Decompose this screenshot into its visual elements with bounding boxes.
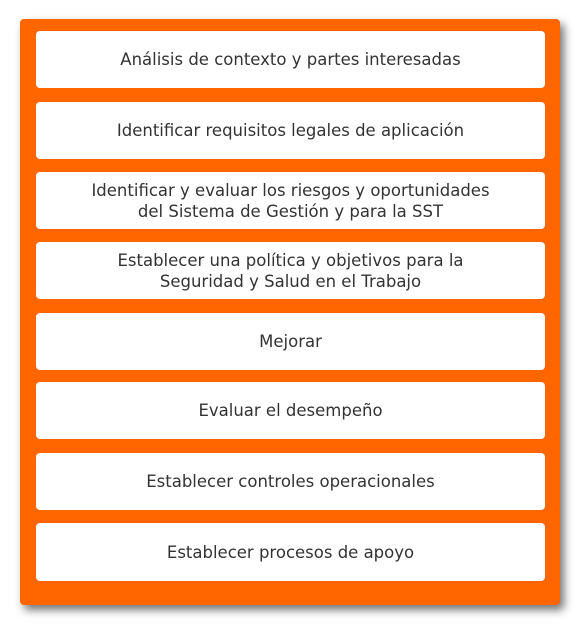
step-label-line-1: Establecer procesos de apoyo [166,542,415,562]
step-label [198,400,382,421]
step-label-line-2: del Sistema de Gestión y para la SST [137,201,444,221]
step-box-risks-opportunities [36,172,545,229]
step-box-operational-controls [36,453,545,510]
step-label [146,471,435,492]
step-label [120,49,460,70]
step-box-improve [36,313,545,370]
step-label [91,180,489,222]
step-label [117,120,464,141]
step-label [167,542,414,563]
step-box-evaluate-performance [36,382,545,439]
step-box-policy-objectives [36,242,545,299]
step-box-context-analysis [36,31,545,88]
step-label-line-1: Análisis de contexto y partes interesadas [120,50,461,69]
step-label-line-1: Mejorar [259,332,322,351]
step-label-line-1: Establecer una política y objetivos para la [117,250,464,270]
step-label-line-1: Establecer controles operacionales [146,472,435,491]
orange-panel [20,19,560,605]
step-label [117,250,463,292]
step-label-line-1: Identificar requisitos legales de aplicación [116,121,465,140]
step-box-legal-requirements [36,102,545,159]
step-label [259,331,322,352]
step-label-line-1: Evaluar el desempeño [198,401,383,420]
step-box-support-processes [36,523,545,581]
step-label-line-2: Seguridad y Salud en el Trabajo [159,271,422,291]
step-label-line-1: Identificar y evaluar los riesgos y oportunidades [91,180,490,200]
